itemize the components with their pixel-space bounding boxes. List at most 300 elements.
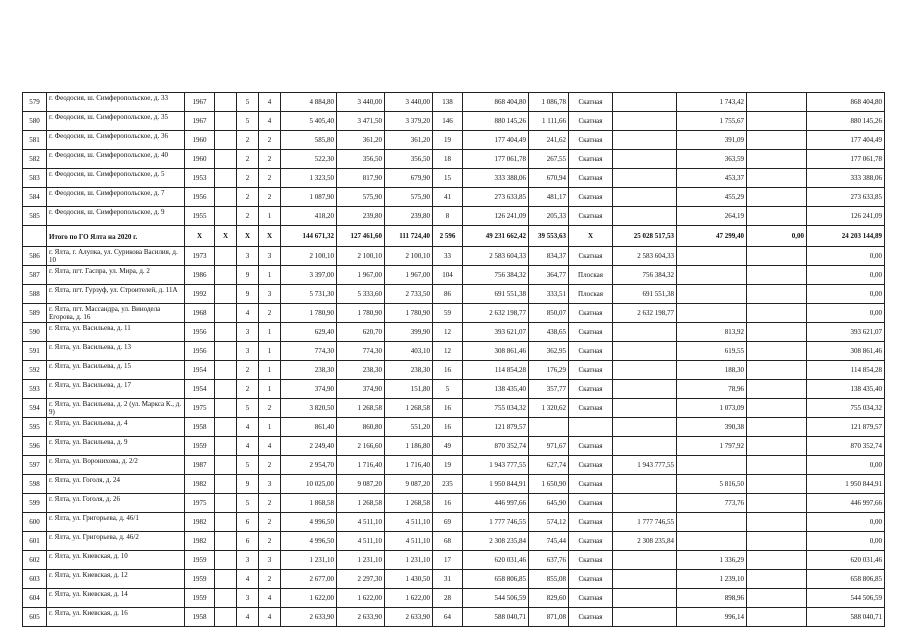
cell-year-built: 1954 <box>185 361 215 380</box>
cell-cost-secondary: 1 336,29 <box>677 551 747 570</box>
cell-row-number: 602 <box>23 551 47 570</box>
cell-total-remaining: 393 621,07 <box>807 323 885 342</box>
cell-cost-per-unit: 871,08 <box>529 608 569 627</box>
cell-row-number: 584 <box>23 188 47 207</box>
cell-residents: 16 <box>433 418 463 437</box>
table-row <box>23 323 885 342</box>
cell-roof-type: Скатная <box>569 323 613 342</box>
cell-entrances: 2 <box>259 169 281 188</box>
cell-living-area: 1 716,40 <box>337 456 385 475</box>
cell-blank-column <box>215 437 237 456</box>
cell-total-cost: 393 621,07 <box>463 323 529 342</box>
cell-row-number: 588 <box>23 285 47 304</box>
cell-entrances: 2 <box>259 150 281 169</box>
cell-fund-cost <box>613 150 677 169</box>
cell-year-built: 1987 <box>185 456 215 475</box>
cell-entrances: 4 <box>259 608 281 627</box>
cell-address: г. Ялта, ул. Киевская, д. 12 <box>47 570 185 589</box>
table-row <box>23 304 885 323</box>
cell-total-remaining: 177 061,78 <box>807 150 885 169</box>
cell-fund-cost <box>613 418 677 437</box>
cell-total-cost: 1 943 777,55 <box>463 456 529 475</box>
table-row <box>23 475 885 494</box>
cell-total-cost: 2 632 198,77 <box>463 304 529 323</box>
cell-total-area: 2 954,70 <box>281 456 337 475</box>
cell-total-cost: 49 231 662,42 <box>463 226 529 247</box>
cell-living-area: 3 471,50 <box>337 112 385 131</box>
table-row <box>23 418 885 437</box>
cell-total-area: 5 405,40 <box>281 112 337 131</box>
cell-residents: 64 <box>433 608 463 627</box>
cell-total-remaining: 0,00 <box>807 532 885 551</box>
cell-floors: 5 <box>237 494 259 513</box>
cell-residents: 33 <box>433 247 463 266</box>
cell-area-residential: 356,50 <box>385 150 433 169</box>
cell-cost-per-unit: 362,95 <box>529 342 569 361</box>
cell-address: г. Феодосия, ш. Симферопольское, д. 40 <box>47 150 185 169</box>
cell-residents: 138 <box>433 93 463 112</box>
cell-year-built: 1956 <box>185 188 215 207</box>
cell-floors: 2 <box>237 169 259 188</box>
cell-year-built: X <box>185 226 215 247</box>
cell-entrances: 2 <box>259 399 281 418</box>
cell-residents: 5 <box>433 380 463 399</box>
table-row <box>23 207 885 226</box>
cell-floors: 3 <box>237 589 259 608</box>
cell-blank-column <box>215 207 237 226</box>
cell-blank-column <box>215 361 237 380</box>
cell-year-built: 1968 <box>185 304 215 323</box>
cell-living-area: 238,30 <box>337 361 385 380</box>
cell-cost-secondary: 391,09 <box>677 131 747 150</box>
cell-blank-column <box>215 150 237 169</box>
cell-area-residential: 4 511,10 <box>385 513 433 532</box>
cell-blank-column <box>215 456 237 475</box>
cell-floors: 2 <box>237 380 259 399</box>
cell-entrances: 1 <box>259 323 281 342</box>
table-row <box>23 494 885 513</box>
cell-cost-secondary: 813,92 <box>677 323 747 342</box>
cell-cost-per-unit: 1 320,62 <box>529 399 569 418</box>
cell-year-built: 1956 <box>185 342 215 361</box>
cell-total-area: 4 996,50 <box>281 513 337 532</box>
cell-address: г. Ялта, ул. Григорьева, д. 46/2 <box>47 532 185 551</box>
cell-year-built: 1967 <box>185 93 215 112</box>
cell-area-residential: 1 231,10 <box>385 551 433 570</box>
cell-total-area: 418,20 <box>281 207 337 226</box>
cell-roof-type: Скатная <box>569 247 613 266</box>
cell-residents: 16 <box>433 494 463 513</box>
cell-row-number: 600 <box>23 513 47 532</box>
cell-living-area: 5 333,60 <box>337 285 385 304</box>
cell-entrances: 2 <box>259 456 281 475</box>
cell-row-number: 586 <box>23 247 47 266</box>
table-row <box>23 456 885 475</box>
cell-fund-cost <box>613 380 677 399</box>
cell-cost-per-unit: 637,76 <box>529 551 569 570</box>
cell-living-area: 356,50 <box>337 150 385 169</box>
cell-entrances: 1 <box>259 266 281 285</box>
cell-total-remaining: 0,00 <box>807 266 885 285</box>
cell-other-cost <box>747 285 807 304</box>
cell-living-area: 4 511,10 <box>337 513 385 532</box>
cell-blank-column <box>215 589 237 608</box>
cell-other-cost <box>747 532 807 551</box>
cell-row-number: 595 <box>23 418 47 437</box>
cell-residents: 19 <box>433 456 463 475</box>
cell-total-cost: 658 806,85 <box>463 570 529 589</box>
cell-residents: 59 <box>433 304 463 323</box>
cell-cost-secondary: 773,76 <box>677 494 747 513</box>
cell-row-number: 593 <box>23 380 47 399</box>
cell-entrances: 3 <box>259 475 281 494</box>
cell-address: г. Феодосия, ш. Симферопольское, д. 35 <box>47 112 185 131</box>
cell-roof-type: Скатная <box>569 475 613 494</box>
cell-year-built: 1973 <box>185 247 215 266</box>
cell-other-cost <box>747 323 807 342</box>
cell-area-residential: 9 087,20 <box>385 475 433 494</box>
cell-fund-cost: 2 632 198,77 <box>613 304 677 323</box>
table-row <box>23 247 885 266</box>
cell-address: г. Ялта, г. Алупка, ул. Сурикова Василия, д. 10 <box>47 247 185 266</box>
cell-roof-type: Скатная <box>569 380 613 399</box>
cell-entrances: 1 <box>259 342 281 361</box>
cell-total-remaining: 121 879,57 <box>807 418 885 437</box>
cell-living-area: 1 268,58 <box>337 399 385 418</box>
cell-total-area: 4 884,80 <box>281 93 337 112</box>
cell-total-cost: 333 388,06 <box>463 169 529 188</box>
cell-living-area: 239,80 <box>337 207 385 226</box>
cell-area-residential: 239,80 <box>385 207 433 226</box>
cell-total-remaining: 870 352,74 <box>807 437 885 456</box>
cell-total-cost: 1 777 746,55 <box>463 513 529 532</box>
cell-row-number: 597 <box>23 456 47 475</box>
cell-address: г. Феодосия, ш. Симферопольское, д. 9 <box>47 207 185 226</box>
table-row <box>23 93 885 112</box>
cell-blank-column <box>215 93 237 112</box>
cell-blank-column <box>215 399 237 418</box>
cell-cost-per-unit: 574,12 <box>529 513 569 532</box>
cell-other-cost: 0,00 <box>747 226 807 247</box>
cell-year-built: 1953 <box>185 169 215 188</box>
cell-residents: 41 <box>433 188 463 207</box>
cell-year-built: 1960 <box>185 131 215 150</box>
cell-area-residential: 1 268,58 <box>385 399 433 418</box>
cell-cost-secondary <box>677 456 747 475</box>
table-row <box>23 589 885 608</box>
cell-cost-secondary: 78,96 <box>677 380 747 399</box>
cell-cost-per-unit: 1 650,90 <box>529 475 569 494</box>
cell-blank-column <box>215 247 237 266</box>
cell-cost-secondary <box>677 247 747 266</box>
cell-living-area: 127 461,60 <box>337 226 385 247</box>
housing-register-table <box>22 92 885 627</box>
cell-total-remaining: 126 241,09 <box>807 207 885 226</box>
cell-fund-cost <box>613 494 677 513</box>
cell-other-cost <box>747 150 807 169</box>
cell-other-cost <box>747 112 807 131</box>
cell-cost-per-unit: 438,65 <box>529 323 569 342</box>
cell-other-cost <box>747 570 807 589</box>
cell-area-residential: 238,30 <box>385 361 433 380</box>
cell-roof-type: Скатная <box>569 150 613 169</box>
cell-cost-per-unit: 364,77 <box>529 266 569 285</box>
cell-address: г. Ялта, пгт. Массандра, ул. Винодела Егорова, д. 16 <box>47 304 185 323</box>
cell-total-remaining: 0,00 <box>807 285 885 304</box>
cell-row-number: 581 <box>23 131 47 150</box>
cell-address: г. Ялта, ул. Васильева, д. 17 <box>47 380 185 399</box>
cell-cost-secondary: 363,59 <box>677 150 747 169</box>
cell-address: г. Феодосия, ш. Симферопольское, д. 5 <box>47 169 185 188</box>
cell-fund-cost <box>613 551 677 570</box>
cell-other-cost <box>747 131 807 150</box>
cell-cost-secondary <box>677 513 747 532</box>
cell-total-remaining: 138 435,40 <box>807 380 885 399</box>
cell-entrances: 2 <box>259 131 281 150</box>
cell-row-number: 591 <box>23 342 47 361</box>
table-row <box>23 226 885 247</box>
cell-address: г. Ялта, ул. Васильева, д. 4 <box>47 418 185 437</box>
cell-row-number: 605 <box>23 608 47 627</box>
table-row <box>23 513 885 532</box>
cell-residents: 104 <box>433 266 463 285</box>
cell-total-cost: 2 583 604,33 <box>463 247 529 266</box>
cell-blank-column <box>215 494 237 513</box>
cell-entrances: 2 <box>259 304 281 323</box>
table-row <box>23 551 885 570</box>
table-row <box>23 399 885 418</box>
cell-cost-per-unit: 834,37 <box>529 247 569 266</box>
cell-other-cost <box>747 437 807 456</box>
cell-total-cost: 588 040,71 <box>463 608 529 627</box>
cell-cost-secondary: 619,55 <box>677 342 747 361</box>
cell-year-built: 1956 <box>185 323 215 342</box>
cell-cost-per-unit: 481,17 <box>529 188 569 207</box>
cell-total-cost: 273 633,85 <box>463 188 529 207</box>
cell-roof-type: Скатная <box>569 608 613 627</box>
cell-roof-type: Скатная <box>569 304 613 323</box>
cell-year-built: 1959 <box>185 437 215 456</box>
cell-area-residential: 361,20 <box>385 131 433 150</box>
cell-total-remaining: 114 854,28 <box>807 361 885 380</box>
cell-row-number: 579 <box>23 93 47 112</box>
cell-residents: 49 <box>433 437 463 456</box>
cell-blank-column <box>215 169 237 188</box>
cell-entrances: 2 <box>259 532 281 551</box>
cell-row-number: 598 <box>23 475 47 494</box>
cell-address: г. Ялта, ул. Васильева, д. 15 <box>47 361 185 380</box>
cell-roof-type: Скатная <box>569 456 613 475</box>
cell-residents: 69 <box>433 513 463 532</box>
cell-roof-type: Скатная <box>569 494 613 513</box>
register-sheet <box>22 92 885 627</box>
cell-total-remaining: 620 031,46 <box>807 551 885 570</box>
cell-total-area: 144 671,32 <box>281 226 337 247</box>
cell-residents: 16 <box>433 399 463 418</box>
table-row <box>23 532 885 551</box>
cell-roof-type: Скатная <box>569 207 613 226</box>
cell-blank-column <box>215 608 237 627</box>
cell-roof-type: Скатная <box>569 399 613 418</box>
cell-other-cost <box>747 266 807 285</box>
cell-cost-secondary: 1 073,09 <box>677 399 747 418</box>
cell-area-residential: 2 633,90 <box>385 608 433 627</box>
cell-total-remaining: 177 404,49 <box>807 131 885 150</box>
cell-cost-per-unit: 176,29 <box>529 361 569 380</box>
cell-total-cost: 114 854,28 <box>463 361 529 380</box>
cell-entrances: 2 <box>259 188 281 207</box>
cell-roof-type: Скатная <box>569 437 613 456</box>
cell-living-area: 1 231,10 <box>337 551 385 570</box>
cell-total-cost: 2 308 235,84 <box>463 532 529 551</box>
cell-cost-per-unit <box>529 418 569 437</box>
cell-total-cost: 138 435,40 <box>463 380 529 399</box>
table-row <box>23 342 885 361</box>
cell-fund-cost: 2 583 604,33 <box>613 247 677 266</box>
cell-row-number: 587 <box>23 266 47 285</box>
cell-residents: 15 <box>433 169 463 188</box>
cell-cost-per-unit: 39 553,63 <box>529 226 569 247</box>
table-row <box>23 608 885 627</box>
cell-blank-column <box>215 532 237 551</box>
table-row <box>23 188 885 207</box>
cell-other-cost <box>747 456 807 475</box>
cell-roof-type: Скатная <box>569 570 613 589</box>
cell-other-cost <box>747 342 807 361</box>
cell-fund-cost <box>613 570 677 589</box>
cell-year-built: 1955 <box>185 207 215 226</box>
cell-year-built: 1975 <box>185 494 215 513</box>
cell-total-area: 585,80 <box>281 131 337 150</box>
cell-entrances: 3 <box>259 551 281 570</box>
cell-fund-cost: 691 551,38 <box>613 285 677 304</box>
cell-row-number: 599 <box>23 494 47 513</box>
cell-floors: 4 <box>237 437 259 456</box>
cell-living-area: 361,20 <box>337 131 385 150</box>
cell-fund-cost <box>613 437 677 456</box>
cell-residents: 86 <box>433 285 463 304</box>
cell-year-built: 1959 <box>185 589 215 608</box>
cell-roof-type: Плоская <box>569 285 613 304</box>
cell-total-area: 1 868,58 <box>281 494 337 513</box>
cell-other-cost <box>747 608 807 627</box>
cell-floors: 5 <box>237 93 259 112</box>
cell-other-cost <box>747 475 807 494</box>
cell-fund-cost <box>613 361 677 380</box>
cell-roof-type: X <box>569 226 613 247</box>
cell-address: г. Ялта, ул. Григорьева, д. 46/1 <box>47 513 185 532</box>
cell-living-area: 3 440,00 <box>337 93 385 112</box>
cell-cost-per-unit: 1 086,78 <box>529 93 569 112</box>
cell-area-residential: 1 430,50 <box>385 570 433 589</box>
cell-area-residential: 1 780,90 <box>385 304 433 323</box>
cell-area-residential: 111 724,40 <box>385 226 433 247</box>
cell-cost-per-unit: 333,51 <box>529 285 569 304</box>
cell-total-remaining: 588 040,71 <box>807 608 885 627</box>
cell-cost-per-unit: 645,90 <box>529 494 569 513</box>
cell-total-remaining: 0,00 <box>807 456 885 475</box>
cell-cost-secondary: 1 755,67 <box>677 112 747 131</box>
cell-other-cost <box>747 207 807 226</box>
cell-total-area: 3 397,00 <box>281 266 337 285</box>
cell-floors: 2 <box>237 150 259 169</box>
cell-roof-type: Скатная <box>569 589 613 608</box>
cell-roof-type <box>569 418 613 437</box>
cell-total-area: 861,40 <box>281 418 337 437</box>
cell-fund-cost <box>613 399 677 418</box>
cell-roof-type: Скатная <box>569 188 613 207</box>
cell-address: г. Ялта, ул. Васильева, д. 2 (ул. Маркса К., д. 9) <box>47 399 185 418</box>
cell-other-cost <box>747 399 807 418</box>
cell-floors: 2 <box>237 207 259 226</box>
cell-address: г. Ялта, ул. Гоголя, д. 24 <box>47 475 185 494</box>
cell-floors: 4 <box>237 304 259 323</box>
cell-living-area: 374,90 <box>337 380 385 399</box>
cell-area-residential: 575,90 <box>385 188 433 207</box>
cell-floors: 4 <box>237 570 259 589</box>
cell-total-remaining: 0,00 <box>807 304 885 323</box>
cell-total-area: 774,30 <box>281 342 337 361</box>
cell-blank-column <box>215 304 237 323</box>
cell-entrances: 1 <box>259 361 281 380</box>
cell-floors: 2 <box>237 188 259 207</box>
cell-residents: 18 <box>433 150 463 169</box>
cell-blank-column <box>215 342 237 361</box>
cell-other-cost <box>747 361 807 380</box>
cell-blank-column <box>215 380 237 399</box>
cell-residents: 12 <box>433 342 463 361</box>
cell-residents: 28 <box>433 589 463 608</box>
cell-total-remaining: 658 806,85 <box>807 570 885 589</box>
cell-floors: 2 <box>237 361 259 380</box>
cell-cost-secondary: 188,30 <box>677 361 747 380</box>
cell-other-cost <box>747 304 807 323</box>
cell-floors: 5 <box>237 456 259 475</box>
cell-roof-type: Скатная <box>569 513 613 532</box>
cell-floors: 3 <box>237 551 259 570</box>
cell-floors: X <box>237 226 259 247</box>
cell-cost-secondary: 1 239,10 <box>677 570 747 589</box>
cell-roof-type: Скатная <box>569 361 613 380</box>
cell-total-cost: 446 997,66 <box>463 494 529 513</box>
cell-living-area: 774,30 <box>337 342 385 361</box>
cell-row-number: 582 <box>23 150 47 169</box>
cell-year-built: 1982 <box>185 475 215 494</box>
cell-fund-cost <box>613 169 677 188</box>
cell-floors: 5 <box>237 112 259 131</box>
cell-area-residential: 1 622,00 <box>385 589 433 608</box>
cell-total-remaining: 24 203 144,89 <box>807 226 885 247</box>
cell-area-residential: 3 440,00 <box>385 93 433 112</box>
cell-year-built: 1954 <box>185 380 215 399</box>
cell-residents: 8 <box>433 207 463 226</box>
cell-blank-column <box>215 188 237 207</box>
cell-total-cost: 544 506,59 <box>463 589 529 608</box>
cell-living-area: 9 087,20 <box>337 475 385 494</box>
cell-floors: 2 <box>237 131 259 150</box>
cell-cost-per-unit: 1 111,66 <box>529 112 569 131</box>
cell-other-cost <box>747 247 807 266</box>
cell-total-area: 374,90 <box>281 380 337 399</box>
cell-total-remaining: 308 861,46 <box>807 342 885 361</box>
cell-residents: 235 <box>433 475 463 494</box>
cell-cost-secondary: 453,37 <box>677 169 747 188</box>
cell-cost-per-unit: 855,08 <box>529 570 569 589</box>
cell-other-cost <box>747 169 807 188</box>
table-row <box>23 361 885 380</box>
table-row <box>23 285 885 304</box>
cell-entrances: 3 <box>259 247 281 266</box>
